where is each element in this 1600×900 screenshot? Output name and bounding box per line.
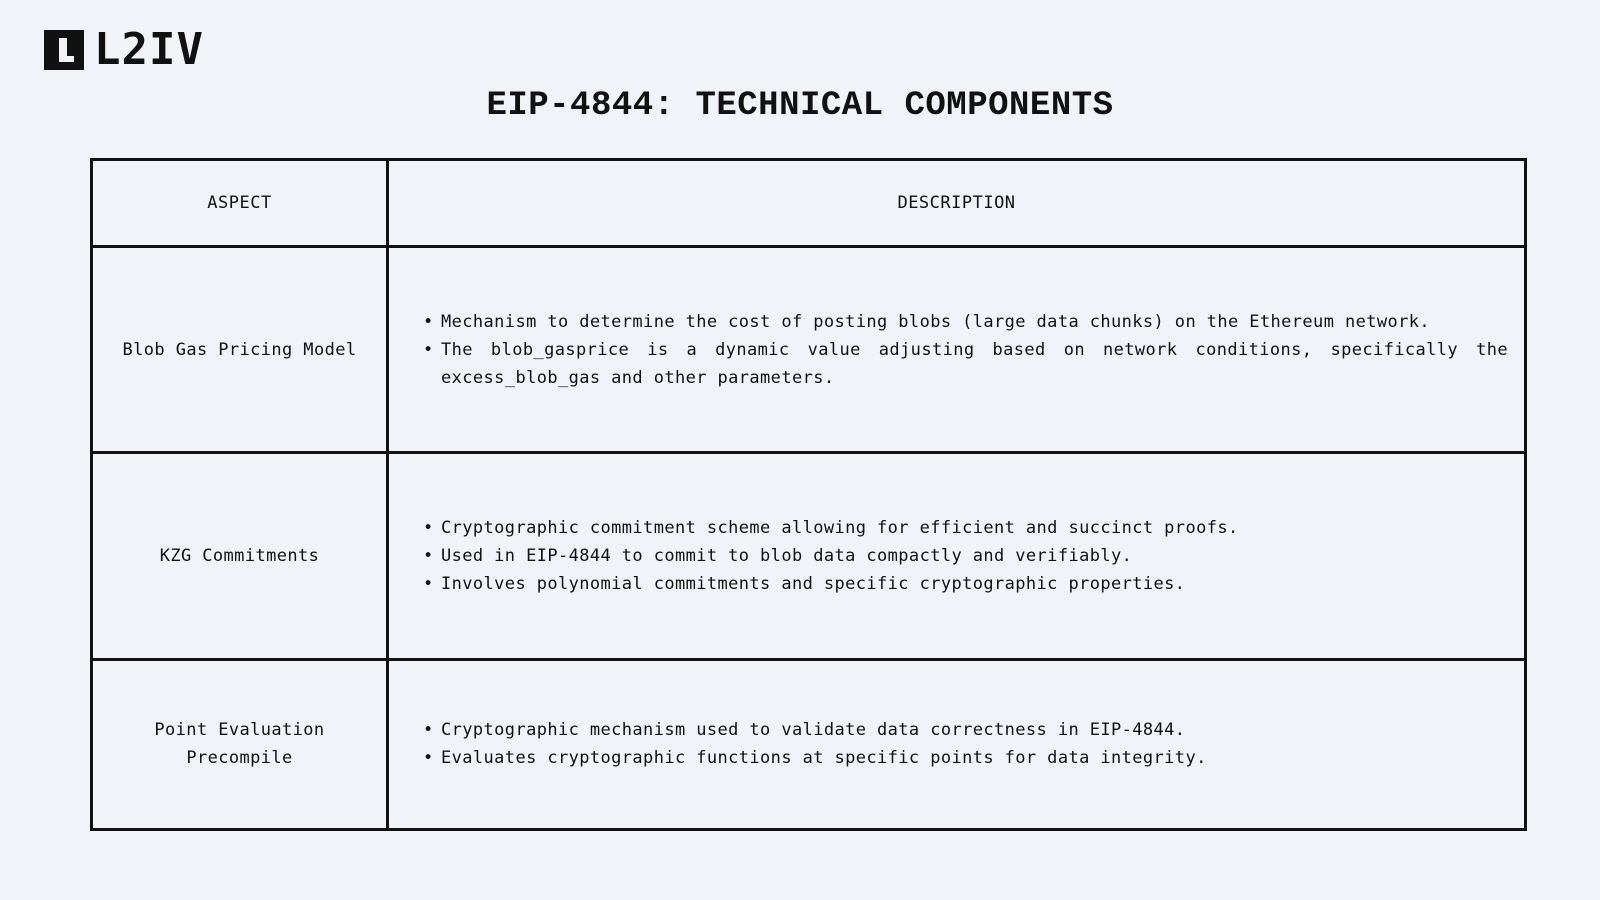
bullet-list [421,308,1508,392]
aspect-cell: KZG Commitments [92,453,388,659]
bullet-item: • Used in EIP-4844 to commit to blob data compactly and verifiably. [441,542,1508,570]
aspect-cell: Point Evaluation Precompile [92,659,388,829]
header-description: DESCRIPTION [388,160,1526,247]
aspect-cell: Blob Gas Pricing Model [92,247,388,453]
logo-text: L2IV [94,24,204,75]
bullet-item: • Cryptographic commitment scheme allowing for efficient and succinct proofs. [441,514,1508,542]
logo-mark-icon [44,30,84,70]
description-cell [388,659,1526,829]
description-cell [388,453,1526,659]
header-aspect: ASPECT [92,160,388,247]
bullet-item: • The blob_gasprice is a dynamic value adjusting based on network conditions, specifically the excess_blob_gas and other parameters. [441,336,1508,392]
bullet-list [421,716,1508,772]
bullet-item: • Cryptographic mechanism used to validate data correctness in EIP-4844. [441,716,1508,744]
description-cell [388,247,1526,453]
page-title: EIP-4844: TECHNICAL COMPONENTS [486,87,1114,125]
table-header-row [92,160,1526,247]
bullet-item: • Evaluates cryptographic functions at specific points for data integrity. [441,744,1508,772]
bullet-item: • Mechanism to determine the cost of posting blobs (large data chunks) on the Ethereum network. [441,308,1508,336]
components-table [90,158,1527,831]
bullet-list [421,514,1508,598]
table-row [92,247,1526,453]
bullet-item: • Involves polynomial commitments and specific cryptographic properties. [441,570,1508,598]
table-row [92,453,1526,659]
table-row [92,659,1526,829]
logo [44,24,204,75]
